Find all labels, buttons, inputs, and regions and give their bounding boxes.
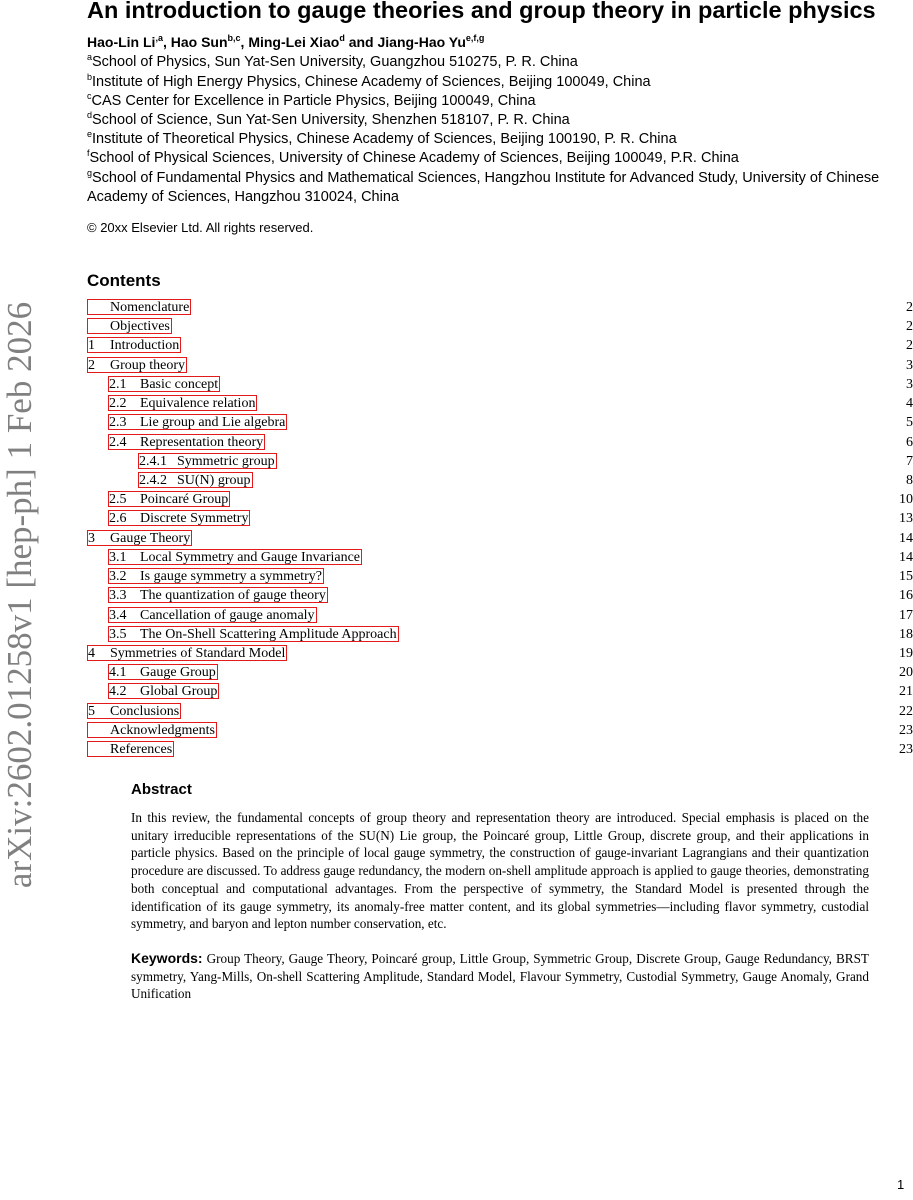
toc-entry [87,587,913,605]
affiliation-mark: e [87,129,93,139]
toc-entry [87,472,913,490]
toc-section-title: Introduction [110,338,180,354]
toc-link[interactable] [108,491,230,507]
toc-entry [87,337,913,355]
toc-section-title: Conclusions [110,703,180,719]
toc-entry [87,549,913,567]
affiliation-text: School of Physical Sciences, University of Chinese Academy of Sciences, Beijing 100049, P.R. China [89,150,739,166]
toc-section-number: 2.5 [109,492,127,508]
toc-page-number: 23 [899,722,913,738]
affiliation-text: School of Science, Sun Yat-Sen University, Shenzhen 518107, P. R. China [92,112,570,128]
toc-section-number: 3.2 [109,569,127,585]
toc-page-number: 15 [899,569,913,585]
abstract-body: In this review, the fundamental concepts of group theory and representation theory are introduced. Special emphasis is placed on the unitary irreducible representations of the SU(N) Lie group, the Poincaré group, Little Group, discrete group, and their applications in particle physics. Based on the principle of local gauge symmetry, the construction of gauge-invariant Lagrangians and their quantization procedure are discussed. To address gauge redundancy, the modern on-shell amplitude approach is applied to gauge theories, demonstrating both conceptual and computational advantages. From the perspective of symmetry, the Standard Model is presented through the identification of its gauge symmetry, its anomaly-free matter content, and its global symmetries—including flavor symmetry, custodial symmetry, and baryon and lepton number conservation, etc. [131,810,869,932]
toc-link[interactable] [108,683,219,699]
toc-section-title: References [110,742,173,758]
toc-page-number: 7 [906,453,913,469]
affiliation [87,130,887,149]
author-list [87,33,484,51]
toc-link[interactable] [108,434,265,450]
affiliation-mark: d [87,110,93,120]
toc-link[interactable] [138,472,253,488]
toc-entry [87,626,913,644]
affiliation-mark: a [87,52,93,62]
toc-section-number: 2.2 [109,396,127,412]
affiliation [87,73,887,92]
toc-section-title: Lie group and Lie algebra [140,415,286,431]
toc-section-title: Local Symmetry and Gauge Invariance [140,549,361,565]
toc-page-number: 23 [899,742,913,758]
toc-link[interactable] [108,395,257,411]
toc-link[interactable] [108,607,317,623]
toc-section-title: The On-Shell Scattering Amplitude Approach [140,626,397,642]
toc-page-number: 6 [906,434,913,450]
toc-link[interactable] [87,645,287,661]
toc-page-number: 17 [899,607,913,623]
author-name: Hao-Lin Li [87,34,156,50]
page-number: 1 [897,1177,905,1192]
affiliation [87,169,887,208]
affiliation [87,111,887,130]
toc-section-number: 1 [88,338,95,354]
toc-page-number: 2 [906,300,913,315]
toc-entry [87,645,913,663]
toc-section-title: Equivalence relation [140,396,256,412]
toc-section-title: Acknowledgments [110,722,215,738]
author-name: Hao Sun [170,34,228,50]
toc-entry [87,741,913,759]
toc-page-number: 16 [899,588,913,604]
toc-section-number: 2.3 [109,415,127,431]
toc-entry [87,453,913,471]
toc-page-number: 2 [906,338,913,354]
toc-link[interactable] [108,626,399,642]
affiliation-mark: f [87,148,90,158]
toc-section-title: Is gauge symmetry a symmetry? [140,569,322,585]
toc-section-title: Representation theory [140,434,264,450]
toc-section-number: 2.1 [109,376,127,392]
toc-page-number: 10 [899,492,913,508]
author-affiliation-mark: e,f,g [465,33,485,43]
toc-link[interactable] [108,587,328,603]
affiliation [87,149,887,168]
affiliation-mark: b [87,72,93,82]
affiliation-mark: c [87,91,92,101]
toc-page-number: 20 [899,665,913,681]
toc-section-number: 3.3 [109,588,127,604]
toc-section-title: Objectives [110,319,170,335]
toc-entry [87,683,913,701]
toc-link[interactable] [87,357,187,373]
toc-entry [87,376,913,394]
toc-section-number: 2.4 [109,434,127,450]
author-name: Jiang-Hao Yu [377,34,466,50]
toc-page-number: 14 [899,549,913,565]
toc-section-number: 4 [88,645,95,661]
toc-section-number: 3.1 [109,549,127,565]
toc-link[interactable] [108,568,324,584]
toc-section-title: The quantization of gauge theory [140,588,326,604]
toc-section-title: Discrete Symmetry [140,511,249,527]
toc-link[interactable] [87,337,181,353]
toc-section-title: Cancellation of gauge anomaly [140,607,315,623]
toc-page-number: 22 [899,703,913,719]
copyright-notice: © 20xx Elsevier Ltd. All rights reserved. [87,220,314,235]
toc-page-number: 21 [899,684,913,700]
affiliation-text: School of Fundamental Physics and Mathematical Sciences, Hangzhou Institute for Advanced Study, University of Chinese Academy of Sciences, Hangzhou 310024, China [87,170,880,206]
contents-heading: Contents [87,271,161,290]
affiliation-text: Institute of Theoretical Physics, Chinese Academy of Sciences, Beijing 100190, P. R. China [92,131,677,147]
toc-page-number: 3 [906,376,913,392]
affiliation-text: CAS Center for Excellence in Particle Physics, Beijing 100049, China [91,93,536,109]
toc-section-number: 2.6 [109,511,127,527]
author-affiliation-mark: b,c [227,33,241,43]
arxiv-identifier: arXiv:2602.01258v1 [hep-ph] 1 Feb 2026 [0,301,39,889]
affiliation [87,53,887,72]
affiliation-mark: g [87,168,93,178]
toc-entry [87,607,913,625]
toc-page-number: 5 [906,415,913,431]
author-affiliation-mark: ,a [155,33,163,43]
toc-entry [87,530,913,548]
keywords-label: Keywords: [131,950,203,966]
toc-entry [87,510,913,528]
arxiv-sidebar [0,286,40,904]
toc-page-number: 18 [899,626,913,642]
abstract-heading: Abstract [131,781,192,798]
toc-entry [87,318,913,336]
toc-entry [87,395,913,413]
toc-section-number: 2.4.2 [139,472,167,488]
toc-entry [87,491,913,509]
toc-link[interactable] [108,664,218,680]
toc-section-title: SU(N) group [177,472,251,488]
toc-section-number: 3 [88,530,95,546]
toc-entry [87,722,913,740]
toc-section-number: 4.2 [109,684,127,700]
toc-link[interactable] [87,299,191,315]
toc-entry [87,357,913,375]
toc-link[interactable] [108,549,362,565]
author-separator: , [240,34,249,50]
toc-section-title: Gauge Theory [110,530,191,546]
toc-section-number: 3.4 [109,607,127,623]
toc-page-number: 14 [899,530,913,546]
toc-page-number: 8 [906,472,913,488]
toc-page-number: 3 [906,357,913,373]
toc-section-title: Group theory [110,357,186,373]
toc-entry [87,414,913,432]
toc-section-title: Global Group [140,684,218,700]
toc-page-number: 13 [899,511,913,527]
toc-section-title: Basic concept [140,376,219,392]
toc-entry [87,568,913,586]
keywords-text: Group Theory, Gauge Theory, Poincaré group, Little Group, Symmetric Group, Discrete Group, Gauge Redundancy, BRST symmetry, Yang-Mills, On-shell Scattering Amplitude, Standard Model, Flavour Symmetry, Custodial Symmetry, Gauge Anomaly, Grand Unification [131,951,869,1002]
toc-section-number: 3.5 [109,626,127,642]
toc-section-number: 4.1 [109,665,127,681]
toc-link[interactable] [87,703,181,719]
toc-link[interactable] [87,722,217,738]
author-affiliation-mark: d [339,33,345,43]
toc-section-title: Symmetries of Standard Model [110,645,286,661]
toc-link[interactable] [138,453,277,469]
toc-entry [87,703,913,721]
toc-section-title: Poincaré Group [140,492,229,508]
toc-section-title: Nomenclature [110,300,190,315]
toc-section-number: 2.4.1 [139,453,167,469]
toc-section-number: 2 [88,357,95,373]
affiliation-text: Institute of High Energy Physics, Chinese Academy of Sciences, Beijing 100049, China [92,74,651,90]
toc-section-title: Gauge Group [140,665,216,681]
toc-link[interactable] [108,510,250,526]
toc-link[interactable] [108,376,220,392]
paper-title: An introduction to gauge theories and group theory in particle physics [87,0,876,23]
toc-link[interactable] [87,318,172,334]
toc-page-number: 2 [906,319,913,335]
toc-page-number: 19 [899,645,913,661]
toc-link[interactable] [108,414,287,430]
author-name: Ming-Lei Xiao [248,34,340,50]
toc-link[interactable] [87,530,192,546]
author-separator: and [344,34,378,50]
toc-entry [87,664,913,682]
toc-link[interactable] [87,741,174,757]
author-separator: , [162,34,171,50]
toc-entry [87,299,913,317]
toc-section-number: 5 [88,703,95,719]
toc-entry [87,434,913,452]
toc-page-number: 4 [906,396,913,412]
affiliation [87,92,887,111]
keywords-section [131,950,869,1003]
affiliation-text: School of Physics, Sun Yat-Sen University, Guangzhou 510275, P. R. China [92,54,578,70]
toc-section-title: Symmetric group [177,453,275,469]
